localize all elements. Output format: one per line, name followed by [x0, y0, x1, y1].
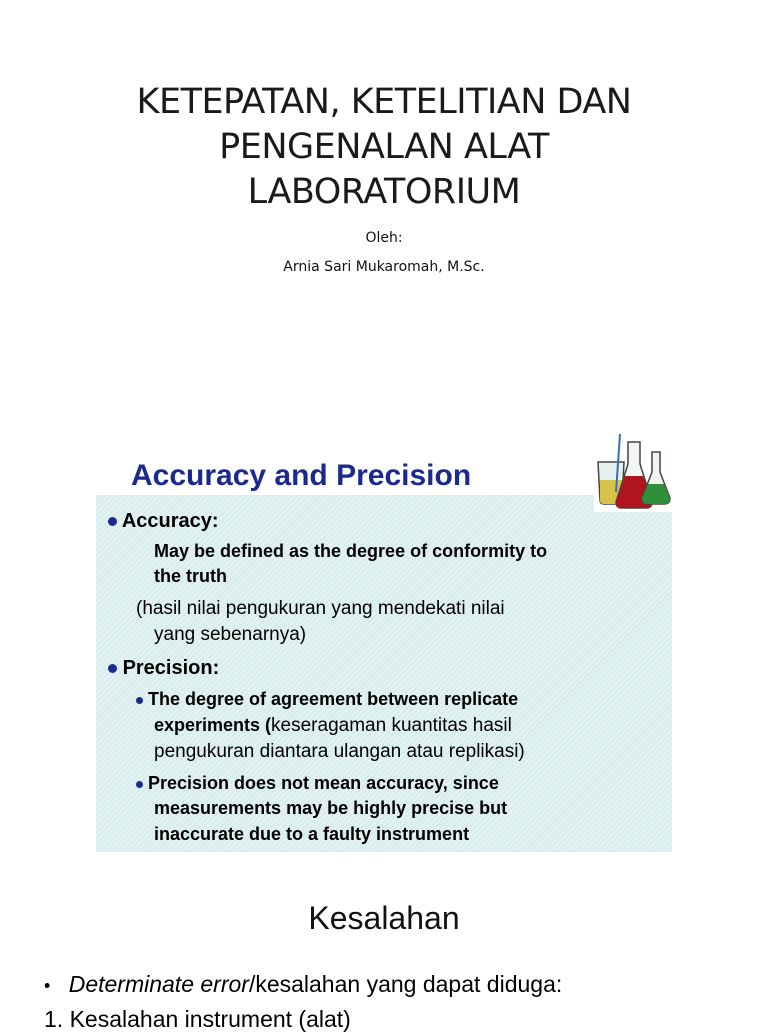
- title-line-2: PENGENALAN ALAT: [219, 127, 549, 167]
- determinate-error-bullet: [44, 971, 562, 998]
- precision-item-1-line-1: [136, 689, 518, 710]
- kesalahan-title: Kesalahan: [308, 900, 460, 936]
- determinate-error-desc: /kesalahan yang dapat diduga:: [248, 971, 563, 997]
- lab-beakers-icon: [594, 432, 674, 512]
- accuracy-note-line-1: (hasil nilai pengukuran yang mendekati nilai: [136, 598, 505, 619]
- precision-item-2-line-3: inaccurate due to a faulty instrument: [154, 824, 470, 844]
- precision-item-1-line-2: [154, 715, 512, 737]
- author-name: Arnia Sari Mukaromah, M.Sc.: [283, 259, 485, 275]
- precision-item-2-line-2: measurements may be highly precise but: [154, 798, 508, 818]
- bullet-dot: [108, 664, 117, 673]
- precision-item-1-bold: experiments (: [154, 715, 272, 735]
- accuracy-precision-title: Accuracy and Precision: [131, 459, 472, 492]
- accuracy-def-line-2: the truth: [154, 566, 227, 586]
- determinate-error-term: Determinate error: [68, 971, 249, 997]
- instrument-error-item: 1. Kesalahan instrument (alat): [44, 1006, 351, 1032]
- precision-label: Precision:: [122, 657, 220, 679]
- accuracy-label: Accuracy:: [121, 510, 219, 532]
- precision-item-1-line-3: pengukuran diantara ulangan atau replikasi): [154, 741, 525, 762]
- precision-heading: [108, 657, 219, 680]
- precision-item-2-line-1: [136, 773, 499, 794]
- title-line-1: KETEPATAN, KETELITIAN DAN: [136, 82, 632, 122]
- accuracy-def-line-1: May be defined as the degree of conformity to: [154, 541, 548, 561]
- precision-item-1-text: The degree of agreement between replicate: [148, 689, 519, 709]
- bullet-dot: [136, 781, 143, 788]
- bullet-dot: [136, 697, 143, 704]
- precision-item-1-rest: keseragaman kuantitas hasil: [271, 715, 512, 736]
- bullet-dot: [108, 517, 117, 526]
- accuracy-note-line-2: yang sebenarnya): [154, 624, 307, 645]
- oleh-label: Oleh:: [365, 230, 403, 246]
- precision-item-2-text: Precision does not mean accuracy, since: [148, 773, 499, 793]
- bullet-mark: •: [44, 975, 51, 996]
- accuracy-heading: [108, 510, 219, 533]
- title-line-3: LABORATORIUM: [247, 172, 521, 212]
- slide-title: [0, 80, 768, 215]
